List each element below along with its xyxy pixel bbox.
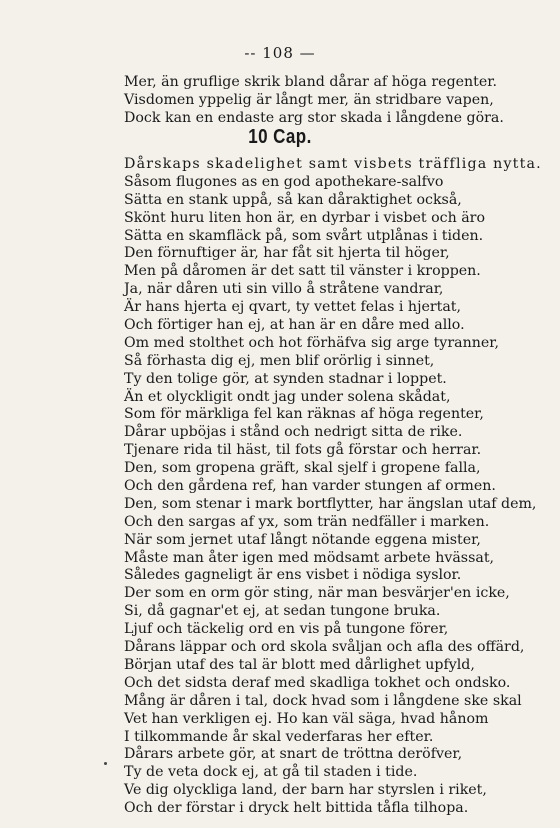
verse-line: Och der förstar i dryck helt bittida tåfla tilhopa. <box>124 800 469 817</box>
verse-block-top <box>124 74 534 128</box>
verse-line: Den, som stenar i mark bortflytter, har ängslan utaf dem, <box>124 495 537 512</box>
chapter-heading: 10 Cap. <box>248 126 312 148</box>
verse-line: Mång är dåren i tal, dock hvad som i långdene ske skal <box>124 692 522 709</box>
verse-line: Som för märkliga fel kan räknas af höga regenter, <box>124 406 484 423</box>
verse-line: Måste man åter igen med mödsamt arbete hvässat, <box>124 549 495 566</box>
verse-block-chapter <box>124 156 542 818</box>
verse-line: Början utaf des tal är blott med dårlighet upfyld, <box>124 656 475 673</box>
verse-line: Om med stolthet och hot förhäfva sig arge tyranner, <box>124 334 499 351</box>
verse-line: Och förtiger han ej, at han är en dåre med allo. <box>124 317 465 334</box>
verse-line: Ja, när dåren uti sin villo å stråtene vandrar, <box>124 281 444 298</box>
verse-line: Der som en orm gör sting, när man besvärjer'en icke, <box>124 585 510 602</box>
verse-line: Skönt huru liten hon är, en dyrbar i visbet och äro <box>124 209 485 226</box>
verse-line: Och den sargas af yx, som trän nedfäller i marken. <box>124 513 490 530</box>
verse-line: Sätta en skamfläck på, som svårt utplånas i tiden. <box>124 227 484 244</box>
page-number: -- 108 — <box>244 44 316 62</box>
verse-line: Mer, än gruflige skrik bland dårar af höga regenter. <box>124 74 498 90</box>
verse-line: Den, som gropena gräft, skal sjelf i gropene falla, <box>124 460 481 477</box>
verse-line: Dårars arbete gör, at snart de tröttna deröfver, <box>124 746 463 763</box>
verse-line: Men på dåromen är det satt til vänster i kroppen. <box>124 263 481 280</box>
verse-line: Visdomen yppelig är långt mer, än stridbare vapen, <box>124 91 494 108</box>
verse-line: Så förhasta dig ej, men blif orörlig i sinnet, <box>124 352 435 369</box>
verse-line: Si, då gagnar'et ej, at sedan tungone bruka. <box>124 603 441 620</box>
verse-line: Såsom flugones as en god apothekare-salfvo <box>124 173 444 190</box>
verse-line: Ve dig olyckliga land, der barn har styrslen i riket, <box>124 782 487 799</box>
verse-line: Dårans läppar och ord skola svåljan och afla des offärd, <box>124 639 525 656</box>
verse-line: I tilkommande år skal vederfaras her efter. <box>124 728 434 745</box>
verse-line: Ljuf och täckelig ord en vis på tungone förer, <box>124 621 449 638</box>
verse-line: Än et olyckligit ondt jag under solena skådat, <box>124 388 451 405</box>
verse-line: När som jernet utaf långt nötande eggena mister, <box>124 531 481 548</box>
verse-line: Således gagneligt är ens visbet i nödiga syslor. <box>124 567 462 584</box>
verse-line: Och det sidsta deraf med skadliga tokhet och ondsko. <box>124 674 511 691</box>
verse-line: Sätta en stank uppå, så kan dåraktighet också, <box>124 191 462 208</box>
verse-line: Är hans hjerta ej qvart, ty vettet felas i hjertat, <box>124 299 462 316</box>
verse-line: Tjenare rida til häst, til fots gå förstar och herrar. <box>124 442 482 459</box>
verse-line: Vet han verkligen ej. Ho kan väl säga, hvad hånom <box>124 710 489 727</box>
chapter-subtitle: Dårskaps skadelighet samt visbets träffliga nytta. <box>124 156 542 172</box>
verse-line: Dock kan en endaste arg stor skada i långdene göra. <box>124 109 504 126</box>
verse-line: Ty de veta dock ej, at gå til staden i tide. <box>124 764 418 781</box>
ink-speck <box>104 762 107 765</box>
verse-line: Dårar upböjas i stånd och nedrigt sitta de rike. <box>124 424 463 441</box>
verse-line: Och den gårdena ref, han varder stungen af ormen. <box>124 478 496 495</box>
verse-line: Ty den tolige gör, at synden stadnar i loppet. <box>124 370 447 387</box>
verse-line: Den förnuftiger är, har fåt sit hjerta til höger, <box>124 245 450 262</box>
